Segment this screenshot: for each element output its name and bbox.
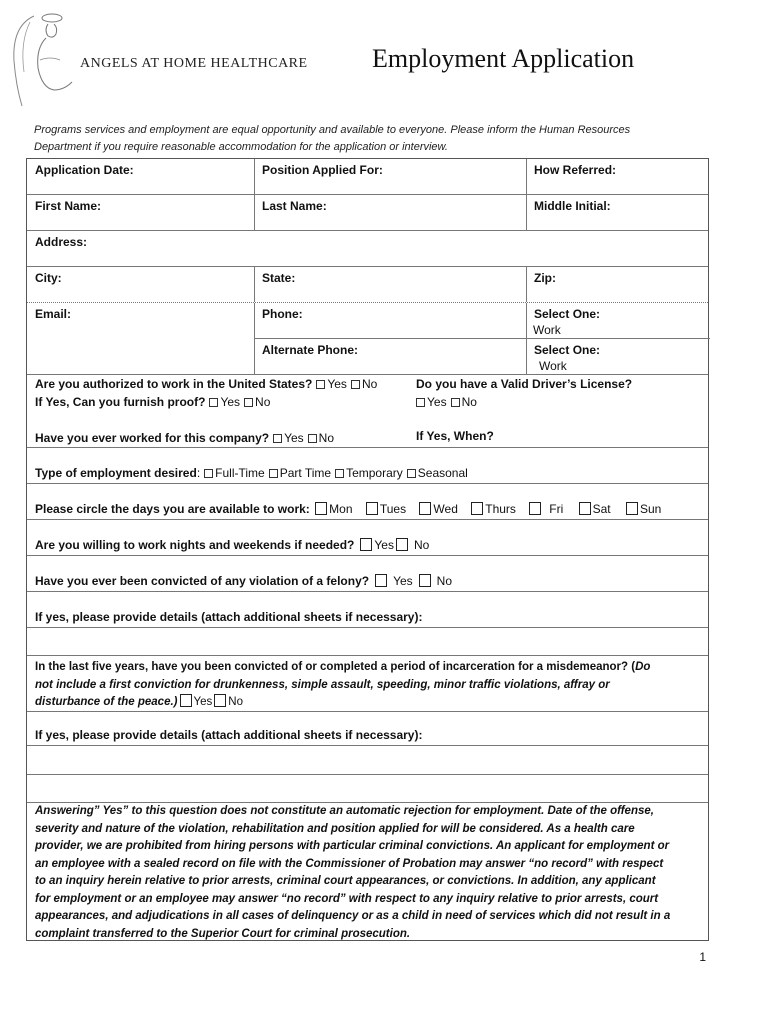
day-mon-checkbox[interactable] xyxy=(315,502,327,515)
day-tues-checkbox[interactable] xyxy=(366,502,378,515)
row-misdemeanor-details xyxy=(27,712,708,746)
angel-logo-icon xyxy=(4,8,74,108)
document-title: Employment Application xyxy=(372,44,635,73)
misdemeanor-details-input-1[interactable] xyxy=(27,746,708,775)
felony-yes-checkbox[interactable] xyxy=(375,574,387,587)
day-fri-checkbox[interactable] xyxy=(529,502,541,515)
felony-details-label: If yes, please provide details (attach additional sheets if necessary): xyxy=(35,610,423,624)
position-applied-field[interactable]: Position Applied For: xyxy=(262,163,383,177)
proof-no-checkbox[interactable] xyxy=(244,398,253,407)
alt-phone-type-select[interactable]: Work xyxy=(539,359,567,373)
row-contact xyxy=(27,303,708,375)
disclaimer-text: Answering” Yes” to this question does not constitute an automatic rejection for employment. Date of the offense, severity and nature of the violation, rehabilitation and position applied for will be considered. As a health care provider, we are prohibited from hiring persons with particular criminal convictions. An applicant for employment or an employee with a sealed record on file with the Commissioner of Probation may answer “no record” with respect to an inquiry herein relative to prior arrests, criminal court appearances, or convictions. In addition, any applicant for employment or an employee may answer “no record” with respect to any inquiry relative to prior arrests, court appearances, and adjudications in all cases of delinquency or as a child in need of services which did not result in a complaint transferred to the Superior Court for criminal prosecution. xyxy=(35,805,671,940)
company-name: ANGELS AT HOME HEALTHCARE xyxy=(80,56,308,71)
day-sun-checkbox[interactable] xyxy=(626,502,638,515)
if-yes-when-field[interactable]: If Yes, When? xyxy=(416,429,494,443)
worked-yes-checkbox[interactable] xyxy=(273,434,282,443)
felony-question: Have you ever been convicted of any violation of a felony? Yes No xyxy=(35,574,453,588)
license-options: Yes No xyxy=(412,395,477,409)
phone-type-label: Select One: xyxy=(534,307,601,321)
part-time-checkbox[interactable] xyxy=(269,469,278,478)
day-wed-checkbox[interactable] xyxy=(419,502,431,515)
license-yes-checkbox[interactable] xyxy=(416,398,425,407)
last-name-field[interactable]: Last Name: xyxy=(262,199,327,213)
address-field[interactable]: Address: xyxy=(35,235,88,249)
license-no-checkbox[interactable] xyxy=(451,398,460,407)
authorized-question: Are you authorized to work in the United States? Yes No xyxy=(35,377,378,391)
misdemeanor-yes-checkbox[interactable] xyxy=(180,694,192,707)
row-application xyxy=(27,159,708,195)
phone-field[interactable]: Phone: xyxy=(262,307,303,321)
temporary-checkbox[interactable] xyxy=(335,469,344,478)
application-form xyxy=(26,158,709,941)
row-felony-details xyxy=(27,592,708,628)
intro-text: Programs services and employment are equal opportunity and available to everyone. Please inform the Human Resources Department if you require reasonable accommodation for the application or interview. xyxy=(34,124,631,153)
employment-type-question: Type of employment desired: Full-Time Part Time Temporary Seasonal xyxy=(35,466,468,480)
alternate-phone-field[interactable]: Alternate Phone: xyxy=(262,343,359,357)
days-question: Please circle the days you are available to work: Mon Tues Wed Thurs Fri Sat Sun xyxy=(35,502,662,516)
misdemeanor-details-input-2[interactable] xyxy=(27,775,708,803)
misdemeanor-question: In the last five years, have you been convicted of or completed a period of incarceration for a misdemeanor? (Do not include a first conviction for drunkenness, simple assault, speeding, minor traffic violations, affray or disturbance of the peace.) Yes No xyxy=(35,661,651,708)
proof-yes-checkbox[interactable] xyxy=(209,398,218,407)
misdemeanor-details-label: If yes, please provide details (attach additional sheets if necessary): xyxy=(35,728,423,742)
felony-no-checkbox[interactable] xyxy=(419,574,431,587)
city-field[interactable]: City: xyxy=(35,271,62,285)
row-felony xyxy=(27,556,708,592)
row-misdemeanor xyxy=(27,656,708,712)
how-referred-field[interactable]: How Referred: xyxy=(534,163,617,177)
alt-phone-type-label: Select One: xyxy=(534,343,601,357)
row-city xyxy=(27,267,708,303)
day-thurs-checkbox[interactable] xyxy=(471,502,483,515)
row-days xyxy=(27,484,708,520)
row-name xyxy=(27,195,708,231)
page-number: 1 xyxy=(699,950,706,964)
nights-no-checkbox[interactable] xyxy=(396,538,408,551)
row-disclaimer xyxy=(27,803,708,941)
row-address xyxy=(27,231,708,267)
zip-field[interactable]: Zip: xyxy=(534,271,556,285)
drivers-license-question: Do you have a Valid Driver’s License? xyxy=(416,377,633,391)
row-employment-type xyxy=(27,448,708,484)
email-field[interactable]: Email: xyxy=(35,307,72,321)
day-sat-checkbox[interactable] xyxy=(579,502,591,515)
felony-details-input[interactable] xyxy=(27,628,708,656)
first-name-field[interactable]: First Name: xyxy=(35,199,102,213)
phone-type-select[interactable]: Work xyxy=(533,323,561,337)
worked-no-checkbox[interactable] xyxy=(308,434,317,443)
worked-before-question: Have you ever worked for this company? Yes No xyxy=(35,431,334,445)
misdemeanor-no-checkbox[interactable] xyxy=(214,694,226,707)
authorized-yes-checkbox[interactable] xyxy=(316,380,325,389)
row-worked-before xyxy=(27,413,708,448)
application-date-field[interactable]: Application Date: xyxy=(35,163,134,177)
authorized-no-checkbox[interactable] xyxy=(351,380,360,389)
nights-yes-checkbox[interactable] xyxy=(360,538,372,551)
seasonal-checkbox[interactable] xyxy=(407,469,416,478)
row-authorized xyxy=(27,375,708,413)
middle-initial-field[interactable]: Middle Initial: xyxy=(534,199,611,213)
row-nights-weekends xyxy=(27,520,708,556)
state-field[interactable]: State: xyxy=(262,271,296,285)
furnish-proof-question: If Yes, Can you furnish proof? Yes No xyxy=(35,395,271,409)
nights-weekends-question: Are you willing to work nights and weekends if needed? Yes No xyxy=(35,538,430,552)
full-time-checkbox[interactable] xyxy=(204,469,213,478)
